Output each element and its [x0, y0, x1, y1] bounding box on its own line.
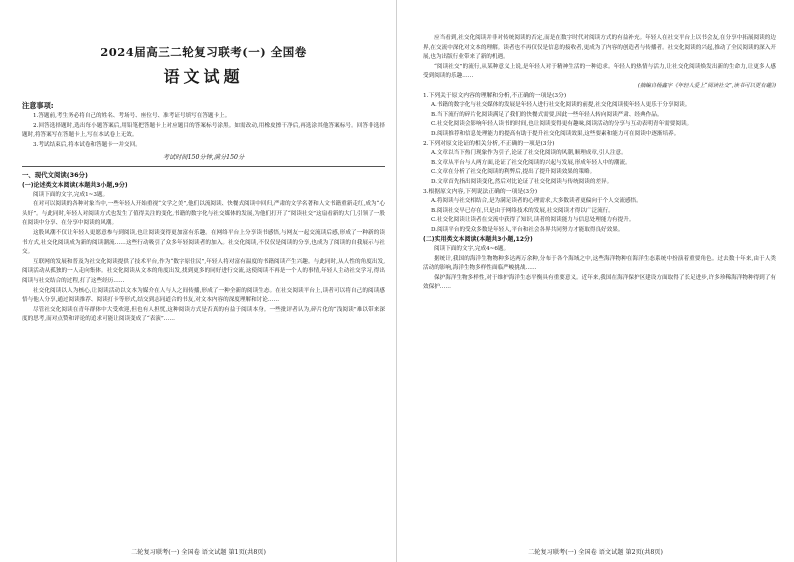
question-option: D.阅读平台的受众多数是年轻人,平台和社会各界共同努力才能取得良好效果。 — [431, 226, 624, 233]
section-heading: 一、现代文阅读(36分) — [22, 171, 88, 180]
passage-paragraph: 互联网的发展和普及为社交化阅读提供了技术平台,作为“数字原住民”,年轻人将对富有温度的书籍阅读产生兴趣。与此同时,从人性的角度出发,阅读活动从孤独的一人走向集体。社交化阅读从文本的角度出发,找到更多的同好进行交流,这使阅读不再是一个人的事情,年轻人主动社交学习,得出阅读与社交结合的过程,打了这些经历…… — [22, 258, 385, 284]
question-option: C.社交化阅读让读者在交流中获得了知识,读者的阅读能力与信息处理能力有提升。 — [431, 217, 635, 224]
question-option: A.文章以当下热门现象作为引子,论证了社交化阅读的风潮,顺理成章,引人注意。 — [431, 150, 627, 157]
exam-info: 考试时间150分钟,满分150分 — [162, 154, 245, 162]
passage-paragraph: 社交化阅读以人为核心,让阅读活动以文本为媒介在人与人之间传播,形成了一种全新的阅读生态。在社交阅读平台上,读者可以将自己的阅读感悟与他人分享,通过阅读推荐、阅读打卡等形式,结交到志同道合的书友,对文本内容的深度理解和讨论…… — [22, 287, 385, 304]
notice-item: 2.回答选择题时,选出每小题答案后,用铅笔把答题卡上对应题目的答案标号涂黑。如需改动,用橡皮擦干净后,再选涂其他答案标号。回答非选择题时,将答案写在答题卡上,写在本试卷上无效。 — [22, 122, 385, 139]
notice-item: 3.考试结束后,将本试卷和答题卡一并交回。 — [33, 141, 141, 148]
reading-instruction: 阅读下面的文字,完成1~3题。 — [33, 191, 109, 198]
passage-source: (摘编自杨鑫宇《年轻人爱上“阅读社交”,读书可以更有趣》) — [637, 82, 776, 89]
passage-paragraph: 在对可以阅读的各种对象当中,一些年轻人开始重视“文学之美”,他们以流阅读、快餐式阅读中回归,严肃的文学名著和人文书籍重新走红,成为“心头好”。与此同时,年轻人对阅读方式也发生了值得关注的变化,书籍的数字化与社交媒体的发展,为他们打开了“阅读社交”这扇看新的大门,引领了一股在阅读中分享、在分享中阅读的风潮。 — [22, 201, 385, 227]
subject-title: 语文试题 — [163, 67, 244, 86]
notice-item: 1.答题前,考生务必将自己的姓名、考场号、座位号、准考证号填写在答题卡上。 — [33, 113, 231, 119]
question-option: D.文章首先指出阅读变化,然后对比论证了社交化阅读与传统阅读的差异。 — [431, 178, 613, 185]
right-page — [397, 0, 794, 562]
page-footer: 二轮复习联考(一) 全国卷 语文试题 第1页(共8页) — [131, 549, 266, 556]
passage-paragraph: “阅读社交”的流行,从某种意义上说,是年轻人对于精神生活的一种追求。年轻人的热情与活力,让社交化阅读焕发出新的生命力,让更多人感受到阅读的乐趣…… — [423, 63, 776, 80]
passage-paragraph: 应当看到,社交化阅读并非对传统阅读的否定,而是在数字时代对阅读方式的有益补充。年轻人在社交平台上以书会友,在分享中拓展阅读的边界,在交流中深化对文本的理解。读者也不再仅仅是信息的接收者,更成为了内容的创造者与传播者。社交化阅读的兴起,推动了全民阅读的深入开展,也为出版行业带来了新的机遇。 — [423, 35, 776, 61]
page-footer: 二轮复习联考(一) 全国卷 语文试题 第2页(共8页) — [528, 549, 663, 556]
passage-paragraph: 这股风潮不仅让年轻人更愿意参与到阅读,也让阅读变得更加富有乐趣。在网络平台上分享读书感悟,与网友一起交流读后感,形成了一种新的读书方式,社交化阅读成为新的阅读潮流……这些行动吸引了众多年轻阅读者的加入。社交化阅读,不仅仅是阅读的分享,也成为了阅读的自我展示与社交。 — [22, 229, 385, 256]
question-stem: 2.下列对原文论证的相关分析,不正确的一项是(3分) — [423, 140, 555, 147]
subsection-heading: (二)实用类文本阅读(本题共3小题,12分) — [423, 236, 533, 244]
passage-paragraph: 据统计,我国的海洋生物物种多达两万余种,分布于各个海域之中,这些海洋物种在海洋生态系统中扮演着重要角色。过去数十年来,由于人类活动的影响,海洋生物多样性面临严峻挑战…… — [423, 255, 776, 272]
question-option: C.文章在分析了社交化阅读的利弊后,提出了提升阅读效果的策略。 — [431, 169, 596, 176]
passage-paragraph: 保护海洋生物多样性,对于维护海洋生态平衡具有重要意义。近年来,我国在海洋保护区建设方面取得了长足进步,许多珍稀海洋物种得到了有效保护…… — [423, 274, 776, 291]
passage-paragraph: 尽管社交化阅读在青年群体中大受欢迎,但也有人担忧,这种阅读方式是否真的有益于阅读本身。一些批评者认为,碎片化的“浅阅读”难以带来深度的思考,而对点赞和评论的追求可能让阅读变成了“表演”…… — [22, 306, 385, 323]
question-option: B.当下流行的碎片化阅读满足了我们的快餐式需要,因此一些年轻人转向阅读严肃、经典作品。 — [431, 111, 663, 118]
question-option: B.文章从平台与人两方面,论证了社交化阅读的兴起与发展,形成年轻人中的潮流。 — [431, 159, 631, 166]
question-option: B.阅读社交早已存在,只是由于网络技术的发展,社交阅读才得以广泛流行。 — [431, 207, 614, 214]
question-stem: 1.下列关于原文内容的理解和分析,不正确的一项是(3分) — [423, 92, 567, 99]
divider-rule — [22, 166, 385, 167]
question-option: D.阅读推荐和信息处理能力的提高有助于提升社交化阅读效果,这些要素和能力可在阅读中逐渐培养。 — [431, 130, 680, 137]
exam-header-title: 2024届高三二轮复习联考(一) 全国卷 — [100, 45, 307, 59]
question-option: A.将阅读与社交相结合,是为满足读者的心理需求,大多数读者更偏向于个人交流感悟。 — [431, 198, 642, 205]
question-option: A.书籍的数字化与社交媒体的发展是年轻人进行社交化阅读的前提,社交化阅读使年轻人更乐于分享阅读。 — [431, 102, 691, 109]
question-option: C.社交化阅读会影响年轻人读书的时间,也让阅读变得更有趣味,阅读活动的分享与互动表明青年需要阅读。 — [431, 121, 693, 128]
notice-title: 注意事项: — [22, 101, 54, 110]
reading-instruction: 阅读下面的文字,完成4~6题。 — [434, 246, 510, 253]
subsection-heading: (一)论述类文本阅读(本题共3小题,9分) — [22, 181, 128, 189]
question-stem: 3.根据原文内容,下列说法正确的一项是(3分) — [423, 188, 538, 195]
